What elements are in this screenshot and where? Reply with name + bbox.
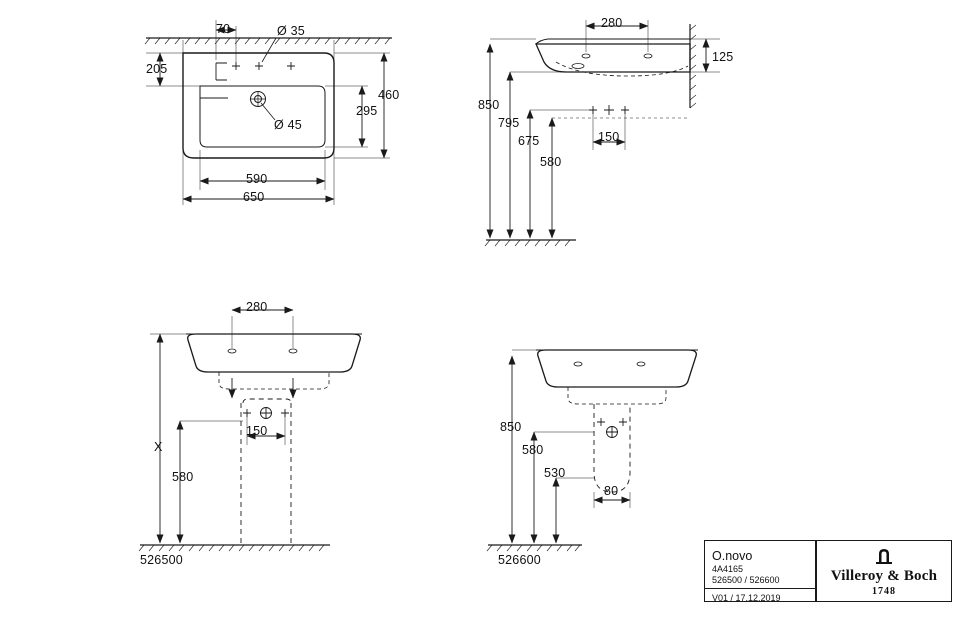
dimension-label-280-side: 280	[601, 16, 623, 30]
dimension-label-580-side: 580	[540, 155, 562, 169]
dimension-label-295: 295	[356, 104, 378, 118]
dimension-label-diameter-45: Ø 45	[274, 118, 302, 132]
dimension-label-580-pedestal: 580	[172, 470, 194, 484]
title-block-divider	[704, 588, 816, 589]
product-name: O.novo	[712, 549, 753, 563]
dimension-label-580-cover: 580	[522, 443, 544, 457]
dimension-label-850-cover: 850	[500, 420, 522, 434]
article-number-526600: 526600	[498, 553, 541, 567]
dimension-label-590: 590	[246, 172, 268, 186]
dimension-label-205: 205	[146, 62, 168, 76]
brand-year: 1748	[872, 585, 896, 597]
product-articles: 526500 / 526600	[712, 575, 780, 585]
dimension-label-675: 675	[518, 134, 540, 148]
dimension-label-850-side: 850	[478, 98, 500, 112]
brand-name: Villeroy & Boch	[830, 567, 938, 584]
dimension-label-x: X	[154, 440, 163, 454]
dimension-label-70: 70	[216, 22, 231, 36]
dimension-label-795: 795	[498, 116, 520, 130]
villeroy-boch-mark-icon	[871, 546, 897, 566]
dimension-label-280-pedestal: 280	[246, 300, 268, 314]
dimension-label-125: 125	[712, 50, 734, 64]
product-code: 4A4165	[712, 564, 744, 574]
dimension-label-150-side: 150	[598, 130, 620, 144]
dimension-label-530: 530	[544, 466, 566, 480]
article-number-526500: 526500	[140, 553, 183, 567]
dimension-label-150-pedestal: 150	[246, 424, 268, 438]
drawing-version: V01 / 17.12.2019	[712, 593, 781, 603]
dimension-label-diameter-35: Ø 35	[277, 24, 305, 38]
dimension-label-460: 460	[378, 88, 400, 102]
brand-logo	[816, 540, 952, 602]
dimension-label-650: 650	[243, 190, 265, 204]
dimension-label-80: 80	[604, 484, 619, 498]
